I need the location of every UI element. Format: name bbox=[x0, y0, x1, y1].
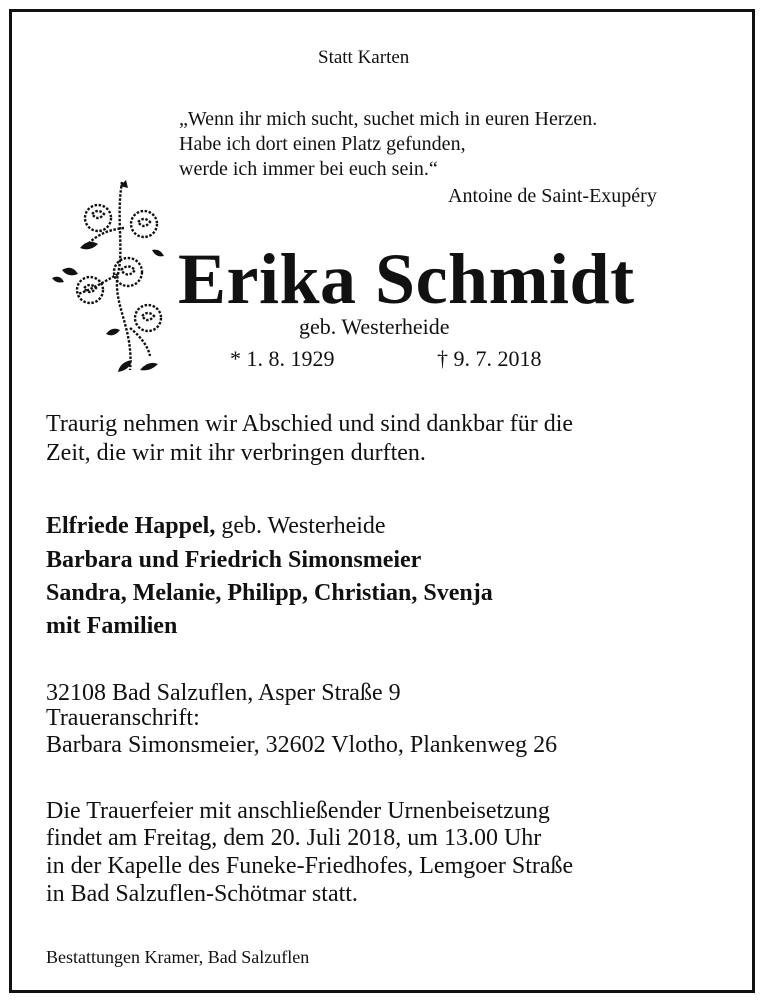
address-line-2: Traueranschrift: bbox=[46, 705, 200, 731]
address-line-1: 32108 Bad Salzuflen, Asper Straße 9 bbox=[46, 680, 401, 706]
service-line-2: findet am Freitag, dem 20. Juli 2018, um 13.00 Uhr bbox=[46, 825, 542, 851]
death-date: † 9. 7. 2018 bbox=[437, 346, 542, 371]
service-line-4: in Bad Salzuflen-Schötmar statt. bbox=[46, 881, 358, 907]
mourner-line-1 bbox=[46, 512, 386, 541]
service-line-3: in der Kapelle des Funeke-Friedhofes, Lemgoer Straße bbox=[46, 853, 574, 879]
message-line-1: Traurig nehmen wir Abschied und sind dankbar für die bbox=[46, 411, 574, 437]
mourner-line-4: mit Familien bbox=[46, 613, 178, 639]
undertaker: Bestattungen Kramer, Bad Salzuflen bbox=[46, 947, 310, 967]
mourner-line-3: Sandra, Melanie, Philipp, Christian, Svenja bbox=[46, 580, 493, 606]
roses-icon bbox=[44, 178, 172, 374]
mourner-maiden-name: geb. Westerheide bbox=[215, 513, 386, 539]
quote-line-3: werde ich immer bei euch sein.“ bbox=[179, 158, 438, 180]
deceased-name: Erika Schmidt bbox=[178, 239, 635, 319]
quote-line-1: „Wenn ihr mich sucht, suchet mich in euren Herzen. bbox=[179, 108, 598, 130]
quote-line-2: Habe ich dort einen Platz gefunden, bbox=[179, 133, 466, 155]
service-line-1: Die Trauerfeier mit anschließender Urnenbeisetzung bbox=[46, 798, 550, 824]
mourner-line-2: Barbara und Friedrich Simonsmeier bbox=[46, 547, 422, 573]
mourner-name: Elfriede Happel, bbox=[46, 513, 216, 539]
message-line-2: Zeit, die wir mit ihr verbringen durften. bbox=[46, 440, 426, 466]
maiden-name: geb. Westerheide bbox=[299, 314, 450, 339]
address-line-3: Barbara Simonsmeier, 32602 Vlotho, Plankenweg 26 bbox=[46, 732, 558, 758]
quote-author: Antoine de Saint-Exupéry bbox=[448, 185, 657, 207]
statt-karten: Statt Karten bbox=[318, 47, 410, 68]
birth-date: * 1. 8. 1929 bbox=[230, 346, 335, 371]
